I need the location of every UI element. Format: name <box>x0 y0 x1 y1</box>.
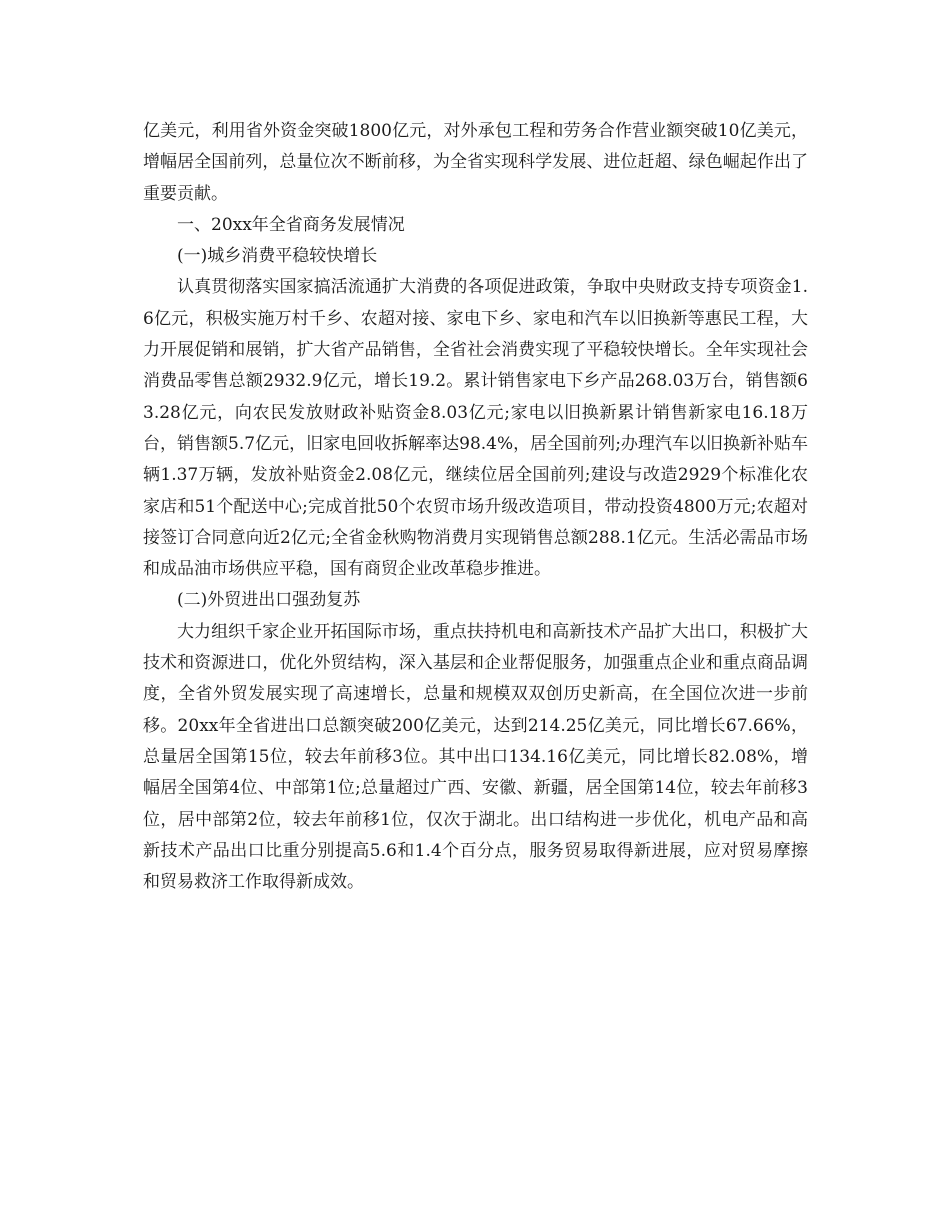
paragraph-foreign-trade: 大力组织千家企业开拓国际市场，重点扶持机电和高新技术产品扩大出口，积极扩大技术和资源进口，优化外贸结构，深入基层和企业帮促服务，加强重点企业和重点商品调度，全省外贸发展实现了高速增长，总量和规模双双创历史新高，在全国位次进一步前移。20xx年全省进出口总额突破200亿美元，达到214.25亿美元，同比增长67.66%，总量居全国第15位，较去年前移3位。其中出口134.16亿美元，同比增长82.08%，增幅居全国第4位、中部第1位;总量超过广西、安徽、新疆，居全国第14位，较去年前移3位，居中部第2位，较去年前移1位，仅次于湖北。出口结构进一步优化，机电产品和高新技术产品出口比重分别提高5.6和1.4个百分点，服务贸易取得新进展，应对贸易摩擦和贸易救济工作取得新成效。 <box>143 621 808 893</box>
section-heading-1: 一、20xx年全省商务发展情况 <box>177 214 405 235</box>
document-body <box>143 116 808 898</box>
subsection-heading-2: (二)外贸进出口强劲复苏 <box>177 590 361 611</box>
subsection-heading-1: (一)城乡消费平稳较快增长 <box>177 246 378 267</box>
paragraph-continuation: 亿美元，利用省外资金突破1800亿元，对外承包工程和劳务合作营业额突破10亿美元，增幅居全国前列，总量位次不断前移，为全省实现科学发展、进位赶超、绿色崛起作出了重要贡献。 <box>143 121 808 204</box>
paragraph-consumption: 认真贯彻落实国家搞活流通扩大消费的各项促进政策，争取中央财政支持专项资金1.6亿元，积极实施万村千乡、农超对接、家电下乡、家电和汽车以旧换新等惠民工程，大力开展促销和展销，扩大省产品销售，全省社会消费实现了平稳较快增长。全年实现社会消费品零售总额2932.9亿元，增长19.2。累计销售家电下乡产品268.03万台，销售额63.28亿元，向农民发放财政补贴资金8.03亿元;家电以旧换新累计销售新家电16.18万台，销售额5.7亿元，旧家电回收拆解率达98.4%，居全国前列;办理汽车以旧换新补贴车辆1.37万辆，发放补贴资金2.08亿元，继续位居全国前列;建设与改造2929个标准化农家店和51个配送中心;完成首批50个农贸市场升级改造项目，带动投资4800万元;农超对接签订合同意向近2亿元;全省金秋购物消费月实现销售总额288.1亿元。生活必需品市场和成品油市场供应平稳，国有商贸企业改革稳步推进。 <box>143 277 808 580</box>
